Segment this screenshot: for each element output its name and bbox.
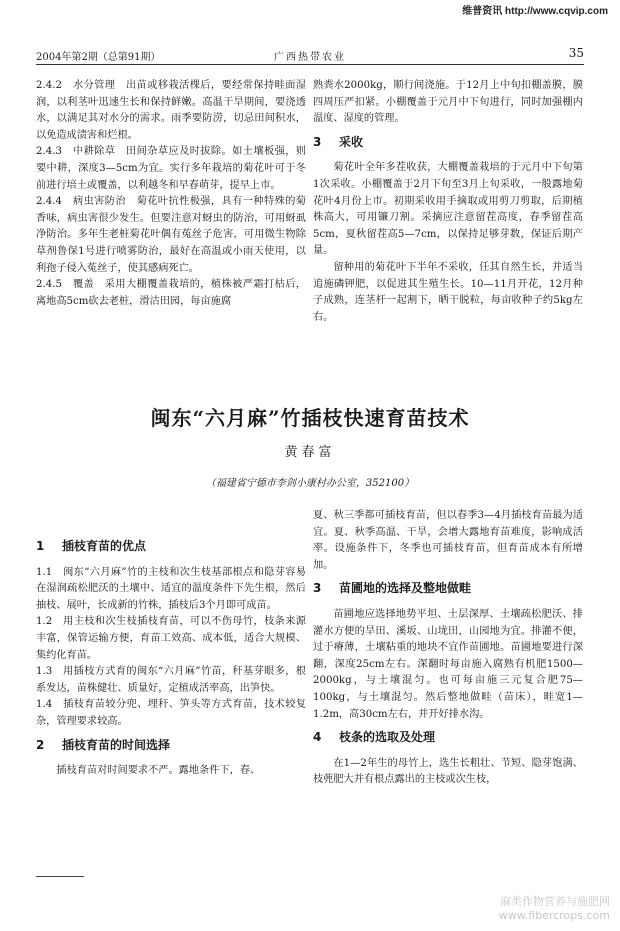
article-title: 闽东“六月麻”竹插枝快速育苗技术 [150, 406, 470, 430]
running-header [36, 46, 584, 65]
prev-article-left-column [36, 78, 306, 310]
watermark-line: 麻类作物营养与施肥网 [500, 895, 610, 908]
watermark-bottom [499, 895, 610, 923]
section-number: 4 [313, 730, 322, 745]
section-number: 2 [36, 737, 45, 752]
article-affiliation: （福建省宁德市李剑小康村办公室，352100） [205, 478, 415, 489]
article-right-column [313, 508, 583, 789]
article-left-column [36, 532, 306, 780]
watermark-line: www.fibercrops.com [498, 909, 610, 922]
header-page-number: 35 [568, 46, 584, 60]
prev-paragraph: 菊花叶全年多茬收获，大棚覆盖栽培的于元月中下旬第1次采收。小棚覆盖于2月下旬至3月上旬采收，一般露地菊花叶4月份上市。初期采收用手摘取或用剪刀剪取，后期植株高大，可用镰刀割。采摘应注意留茬高度，春季留茬高5cm，夏秋留茬高5—7cm，以保持足够芽数，保证后期产量。 [313, 162, 583, 257]
section-title: 枝条的选取及处理 [339, 730, 436, 745]
header-journal: 广西热带农业 [274, 52, 346, 63]
section-heading-1 [36, 538, 306, 557]
paragraph: 在1—2年生的母竹上，选生长粗壮、节短、隐芽饱满、枝蔸肥大并有根点露出的主枝或次生枝， [313, 757, 583, 786]
paragraph: 苗圃地应选择地势平坦、土层深厚、土壤疏松肥沃、排灌水方便的旱田、溪坂、山垅田，山园地为宜。排灌不便，过于瘠薄，土壤粘重的地块不宜作苗圃地。苗圃地要进行深翻，深度25cm左右。深翻时每亩施入腐熟有机肥1500—2000kg，与土壤混匀。也可每亩施三元复合肥75—100kg，与土壤混匀。然后整地做畦（苗床），畦宽1—1.2m，高30cm左右，并开好排水沟。 [313, 608, 583, 720]
paragraph: 1.2 用主枝和次生枝插枝育苗，可以不伤母竹，枝条来源丰富，保管运输方便，育苗工效高、成本低，适合大规模、集约化育苗。 [36, 616, 306, 661]
article-author: 黄春富 [284, 445, 336, 460]
prev-paragraph: 留种用的菊花叶下半年不采收，任其自然生长，并适当追施磷钾肥，以促进其生殖生长。10—11月开花，12月种子成熟，连茎杆一起割下，晒干脱粒，每亩收种子约5kg左右。 [313, 261, 583, 323]
section-number: 3 [313, 581, 322, 596]
section-heading-harvest [313, 134, 583, 153]
prev-paragraph: 2.4.5 覆盖 采用大棚覆盖栽培的，植株被严霜打枯后，离地高5cm砍去老桩，滑沽田园，每亩施腐 [36, 279, 306, 307]
header-issue: 2004年第2期（总第91期） [36, 52, 161, 63]
paragraph: 1.4 插枝育苗较分兜、埋秆、笋头等方式育苗，技术较复杂，管理要求较高。 [36, 699, 306, 727]
section-title: 插枝育苗的优点 [62, 539, 147, 553]
section-title: 苗圃地的选择及整地做畦 [339, 581, 472, 596]
prev-paragraph: 2.4.4 病虫害防治 菊花叶抗性极强，具有一种特殊的菊香味，病虫害很少发生。但要注意对蚜虫的防治，可用蚜虱净防治。多年生老桩菊花叶偶有菟丝子危害，可用微生物除草剂鲁保1号进行喷雾防治，最好在高温或小雨天使用，以利孢子侵入菟丝子，使其感病死亡。 [36, 196, 306, 274]
footnote-rule [36, 876, 84, 877]
section-title: 采收 [339, 134, 364, 149]
paragraph: 1.1 闽东“六月麻”竹的主枝和次生枝基部根点和隐芽容易在湿润疏松肥沃的土壤中、适宜的温度条件下先生根，然后抽枝、展叶，长成新的竹株，插枝后3个月即可成苗。 [36, 566, 306, 611]
prev-paragraph: 2.4.3 中耕除草 田间杂草应及时拔除。如土壤板强，则要中耕，深度3—5cm为宜。实行多年栽培的菊花叶可于冬前进行培土或覆盖，以利越冬和早春萌芽，提早上市。 [36, 146, 306, 191]
section-number: 1 [36, 539, 45, 553]
prev-article-right-column [313, 78, 583, 326]
section-heading-3 [313, 580, 583, 599]
prev-paragraph: 熟粪水2000kg，顺行间浇施。于12月上中旬扣棚盖膜，膜四周压严扣紧。小棚覆盖于元月中下旬进行，同时加强棚内温度、湿度的管理。 [313, 80, 583, 125]
section-number: 3 [313, 134, 322, 149]
section-heading-2 [36, 737, 306, 756]
prev-paragraph: 2.4.2 水分管理 出苗或移栽活棵后，要经常保持畦面湿润，以利茎叶迅速生长和保持鲜嫩。高温干旱期间，要浇透水，以满足其对水分的需求。雨季要防涝，切忌田间积水，以免造成渍害和烂根。 [36, 80, 306, 141]
section-title: 插枝育苗的时间选择 [62, 737, 171, 752]
paragraph: 插枝育苗对时间要求不严。露地条件下，春、 [56, 765, 261, 777]
paragraph: 1.3 用插枝方式育的闽东“六月麻”竹苗，秆基芽眼多，根系发达，苗株健壮、质量好，定植成活率高，出笋快。 [36, 666, 306, 694]
section-heading-4 [313, 729, 583, 748]
watermark-top: 维普资讯 http://www.cqvip.com [462, 6, 608, 17]
paragraph: 夏、秋三季都可插枝育苗，但以春季3—4月插枝育苗最为适宜。夏、秋季高温、干旱，会增大露地育苗难度，影响成活率。设施条件下，冬季也可插枝育苗，但育苗成本有所增加。 [313, 510, 583, 571]
